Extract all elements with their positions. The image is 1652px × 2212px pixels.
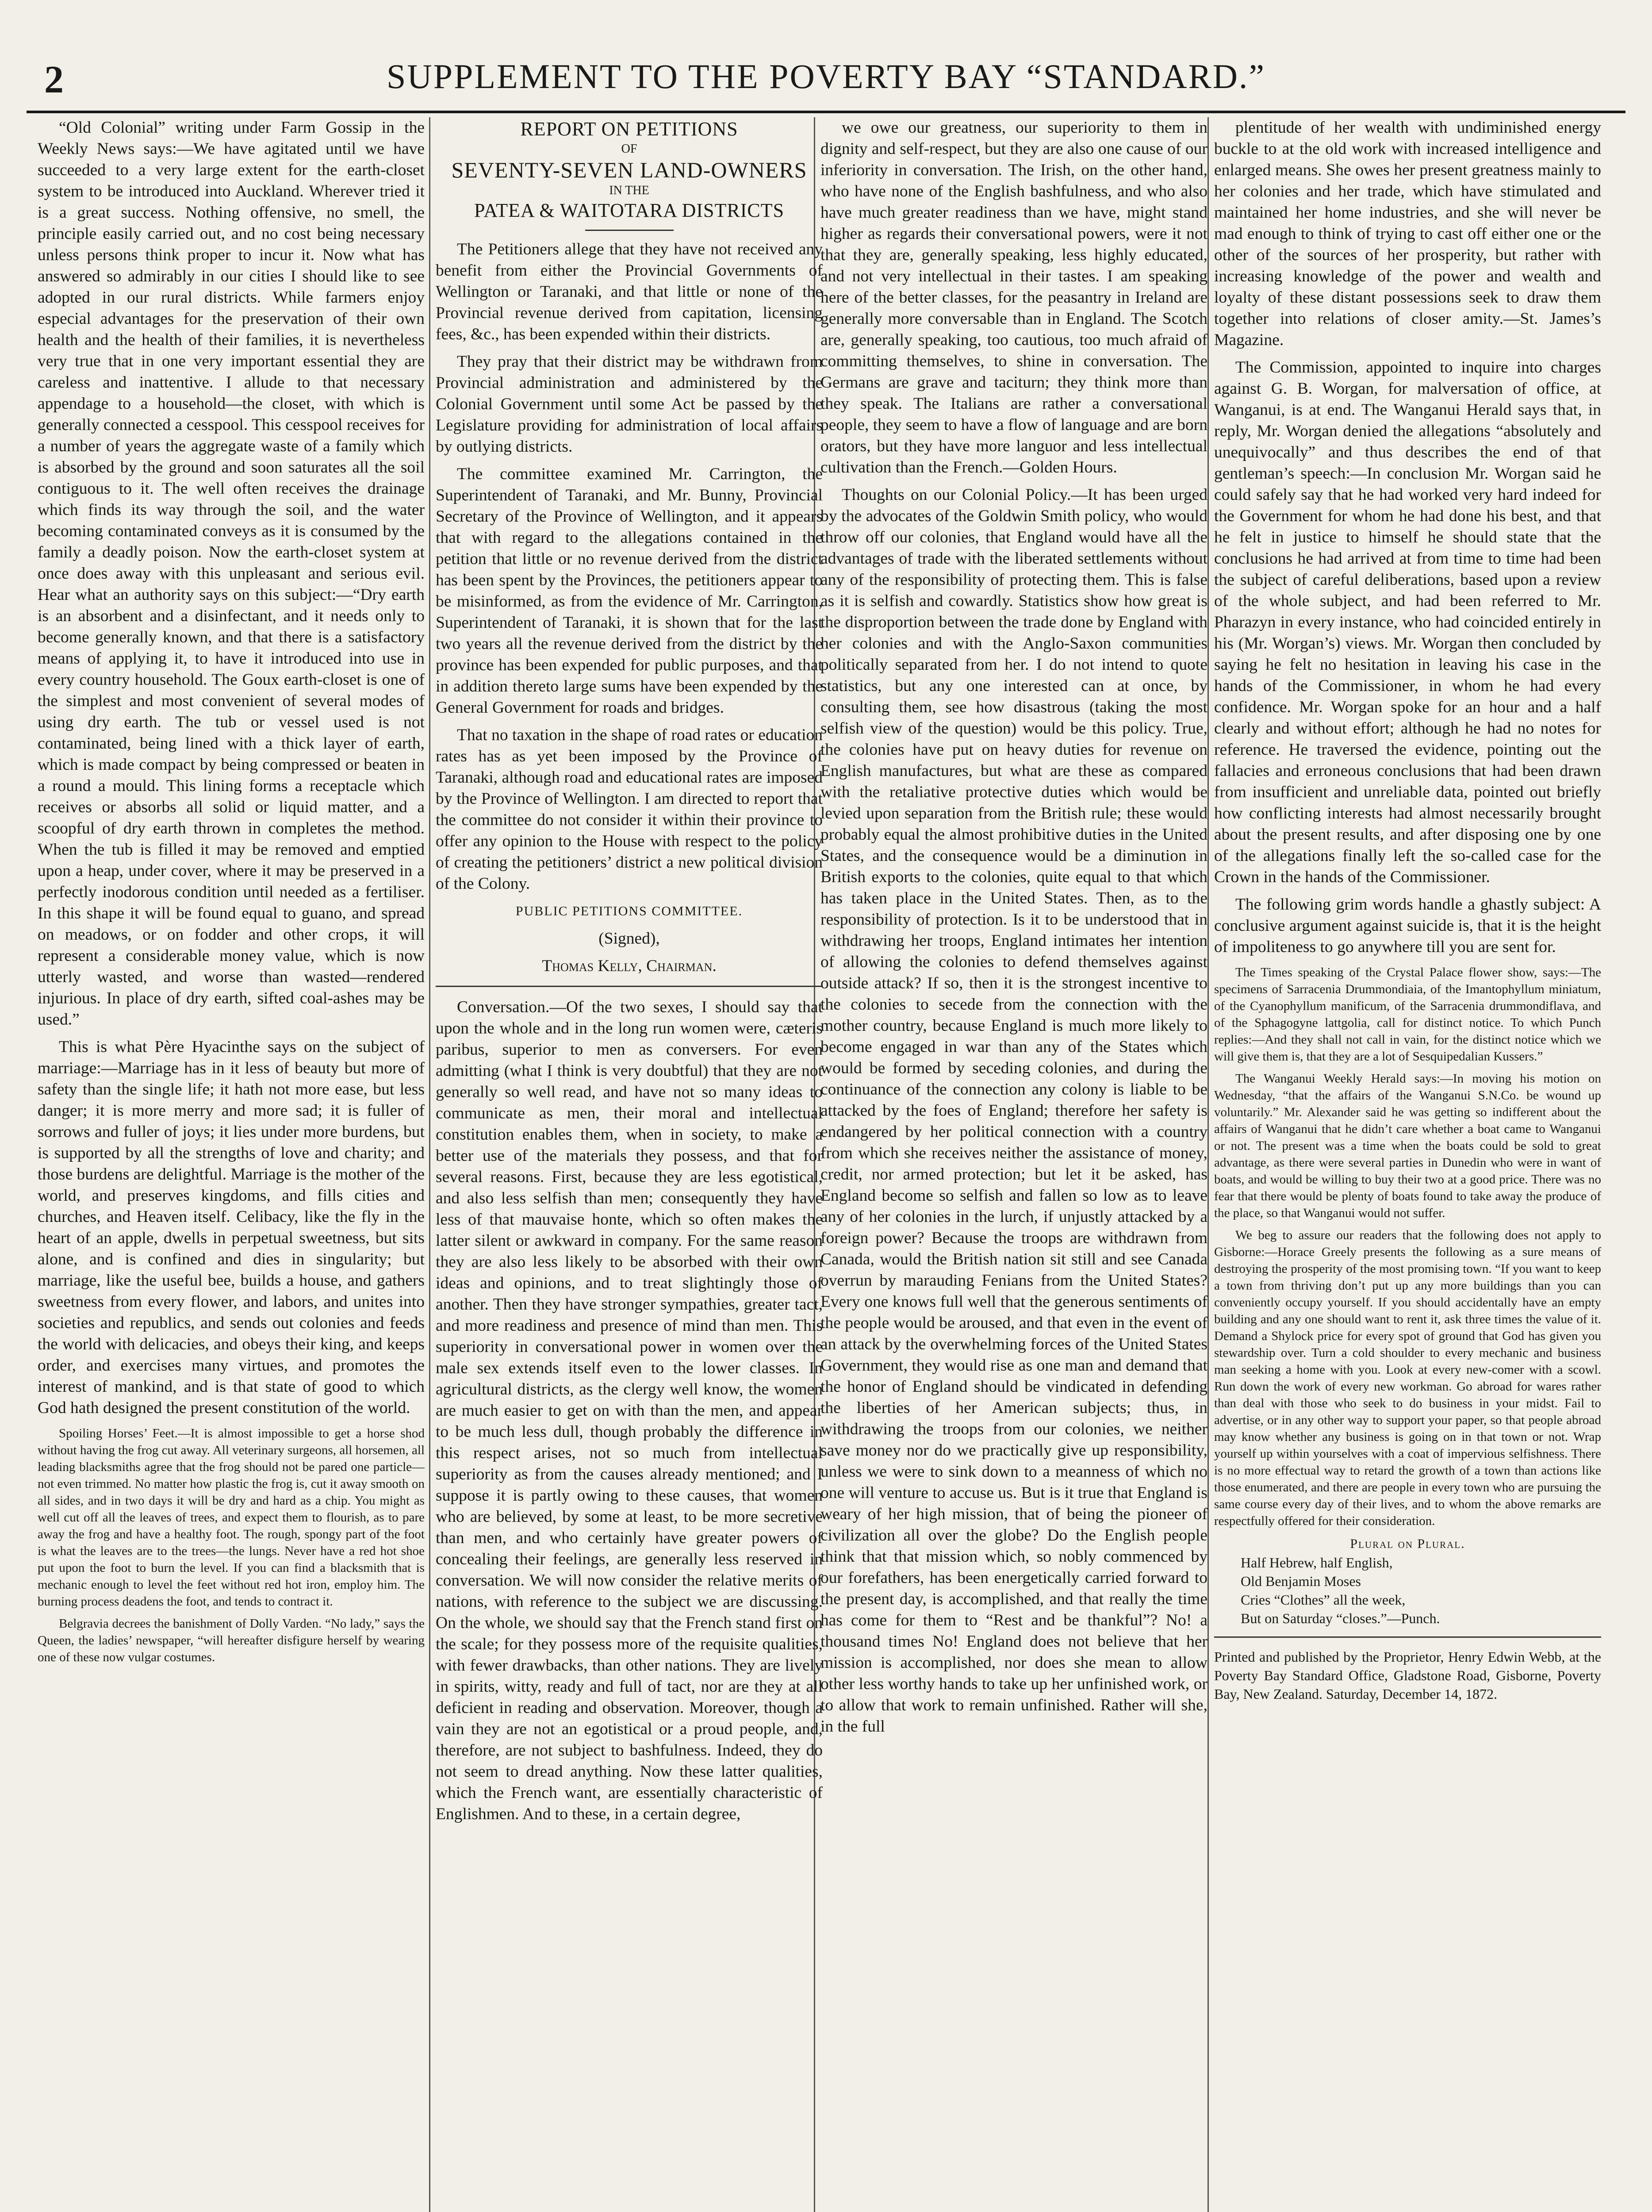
report-heading-line-3: SEVENTY-SEVEN LAND-OWNERS	[451, 157, 807, 182]
committee-name: PUBLIC PETITIONS COMMITTEE.	[515, 904, 743, 918]
report-paragraph: That no taxation in the shape of road rates or education rates has as yet been imposed by the Province of Taranaki, although road and educational rates are imposed by the Province of Wellington. I am directed to report that the committee do not consider it within their province to offer any opinion to the House with respect to the policy of creating the petitioners’ district a new political division of the Colony.	[436, 726, 823, 893]
article-greely: We beg to assure our readers that the following does not apply to Gisborne:—Horace Greely presents the following as a sure means of destroying the prosperity of the most promising town. “If you want to keep a town from thriving don’t put up any more buildings than you can conveniently occupy yourself. If you should accidentally have an empty building and any one should want to rent it, ask three times the value of it. Demand a Shylock price for every spot of ground that God has given you stewardship over. Turn a cold shoulder to every mechanic and business man seeking a home with you. Look at every new-comer with a scowl. Run down the work of every new workman. Go abroad for wares rather than deal with those who seek to do business in your midst. Fail to advertise, or in any other way to support your paper, so that people abroad may know whether any business is going on in that town or not. Wrap yourself up within yourselves with a coat of impervious selfishness. There is no more effectual way to retard the growth of a town than actions like those enumerated, and there are people in every town who are pursuing the same course every day of their lives, and to whom the above remarks are respectfully offered for their consideration.	[1214, 1228, 1601, 1528]
poem-line: Cries “Clothes” all the week,	[1241, 1592, 1406, 1608]
section-divider	[1214, 1636, 1601, 1638]
article-earth-closet: “Old Colonial” writing under Farm Gossip in the Weekly News says:—We have agitated until we have succeeded to a very large extent for the earth-closet system to be introduced into Auckland. Wherever tried it is a great success. Nothing offensive, no smell, the principle easily carried out, and no cost being necessary unless persons think proper to incur it. Now what has answered so admirably in our cities I should like to see adopted in our rural districts. While farmers enjoy especial advantages for the preservation of their own health and the health of their families, it is nevertheless very true that in one very important essential they are careless and inattentive. I allude to that necessary appendage to a household—the closet, with which is generally connected a cesspool. This cesspool receives for a number of years the aggregate waste of a family which is absorbed by the ground and soon saturates all the soil contiguous to it. The well often receives the drainage which finds its way through the soil, and the water becoming contaminated conveys as it is consumed by the family a deadly poison. Now the earth-closet system at once does away with this unpleasant and serious evil. Hear what an authority says on this subject:—“Dry earth is an absorbent and a disinfectant, and it needs only to become generally known, and that there is a satisfactory means of applying it, to have it introduced into use in every country household. The Goux earth-closet is one of the simplest and most convenient of several modes of using dry earth. The tub or vessel used is not contaminated, being lined with a thick layer of earth, which is made compact by being compressed or beaten in a round a mould. This lining forms a receptacle which receives or absorbs all solid or liquid matter, and a scoopful of dry earth thrown in completes the method. When the tub is filled it may be removed and emptied upon a heap, under cover, where it may be preserved in a perfectly inodorous condition until needed as a fertiliser. In this shape it will be found equal to guano, and spread on meadows, or on fodder and other crops, it will represent a considerable money value, which is now utterly wasted, and worse than wasted—rendered injurious. In place of dry earth, sifted coal-ashes may be used.”	[38, 119, 425, 1029]
article-marriage: This is what Père Hyacinthe says on the subject of marriage:—Marriage has in it less of beauty but more of safety than the single life; it hath not more ease, but less danger; it is more merry and more sad; it is fuller of sorrows and fuller of joys; it lies under more burdens, but is supported by all the strengths of love and charity; and those burdens are delightful. Marriage is the mother of the world, and preserves kingdoms, and fills cities and churches, and Heaven itself. Celibacy, like the fly in the heart of an apple, dwells in perpetual sweetness, but sits alone, and is confined and dies in singularity; but marriage, like the useful bee, builds a house, and gathers sweetness from every flower, and labors, and unites into societies and republics, and sends out colonies and feeds the world with delicacies, and obeys their king, and keeps order, and exercises many virtues, and promotes the interest of mankind, and is that state of good to which God hath designed the present constitution of the world.	[38, 1038, 425, 1417]
poem	[1241, 1535, 1601, 1628]
article-conversation-continued: we owe our greatness, our superiority to them in dignity and self-respect, but they are also one cause of our inferiority in conversation. The Irish, on the other hand, who have none of the English bashfulness, and who also have much greater readiness than we have, might stand higher as regards their conversational powers, were it not that they are, generally speaking, less highly educated, and not very intellectual in their tastes. I am speaking here of the better classes, for the peasantry in Ireland are generally more conversable than in England. The Scotch are, generally speaking, too cautious, too much afraid of committing themselves, to shine in conversation. The Germans are grave and taciturn; they think more than they speak. The Italians are rather a conversational people, they seem to have a flow of language and are born orators, but they have more languor and less intellectual cultivation than the French.—Golden Hours.	[820, 119, 1207, 476]
poem-line: Half Hebrew, half English,	[1241, 1555, 1393, 1571]
article-colonial-policy-continued: plentitude of her wealth with undiminished energy buckle to at the old work with increased intelligence and enlarged means. She owes her present greatness mainly to her colonies and her trade, which have stimulated and maintained her home industries, and she will never be mad enough to think of trying to cast off either one or the other of the sources of her prosperity, but rather with increasing knowledge of the power and wealth and loyalty of these distant possessions seek to draw them together into relations of closer amity.—St. James’s Magazine.	[1214, 119, 1601, 349]
imprint: Printed and published by the Proprietor, Henry Edwin Webb, at the Poverty Bay Standard Office, Gladstone Road, Gisborne, Poverty Bay, New Zealand. Saturday, December 14, 1872.	[1214, 1649, 1601, 1702]
article-conversation: Conversation.—Of the two sexes, I should say that upon the whole and in the long run women were, cæteris paribus, superior to men as conversers. For even admitting (what I think is very doubtful) that they are not generally so well read, and have not so many ideas to communicate as men, their moral and intellectual constitution enables them, when in society, to make a better use of the materials they possess, and that for several reasons. First, because they are less egotistical, and also less selfish than men; consequently they have less of that mauvaise honte, which so often makes the latter silent or awkward in company. For the same reason they are also less likely to be absorbed with their own ideas and opinions, and to treat slightingly those of another. Then they have stronger sympathies, greater tact, and more readiness and presence of mind than men. This superiority in conversational power in women over the male sex extends itself even to the lower classes. In agricultural districts, as the clergy well know, the women are much easier to get on with than the men, and appear to be much less dull, though probably the difference in this respect arises, not so much from intellectual superiority as from the causes already mentioned; and I suppose it is partly owing to these causes, that women who are believed, by some at least, to be more secretive than men, and who certainly have greater powers of concealing their feelings, are generally less reserved in conversation. We will now consider the relative merits of nations, with reference to the subject we are discussing. On the whole, we should say that the French stand first on the scale; for they possess more of the requisite qualities, with fewer drawbacks, than other nations. They are lively in spirits, witty, ready and full of tact, nor are they at all deficient in reading and observation. Moreover, though a vain they are not an egotistical or a proud people, and, therefore, are not subject to bashfulness. Indeed, they do not seem to dread anything. Now these latter qualities, which the French want, are essentially characteristic of Englishmen. And to these, in a certain degree,	[436, 998, 823, 1823]
article-colonial-policy: Thoughts on our Colonial Policy.—It has been urged by the advocates of the Goldwin Smith policy, who would throw off our colonies, that England would have all the advantages of trade with the liberated settlements without any of the responsibility of protecting them. This is false as it is selfish and cowardly. Statistics show how great is the disproportion between the trade done by England with her colonies and with the Anglo-Saxon communities politically separated from her. I do not intend to quote statistics, but any one interested can at once, by consulting them, see how disastrous (taking the most selfish view of the question) would be this policy. True, the colonies have put on heavy duties for revenue on English manufactures, but what are these as compared with the retaliative protective duties which would be levied upon separation from the British rule; these would probably equal the almost prohibitive duties in the United States, and the consequence would be a diminution in British exports to the colonies, quite equal to that which has taken place in the United States. Then, as to the responsibility of protection. Is it to be understood that in withdrawing her troops, England intimates her intention of allowing the colonies to defend themselves against outside attack? If so, then it is the strongest incentive to the colonies to secede from the connection with the mother country, because England is much more likely to become engaged in war than any of the States which would be formed by seceding colonies, and during the continuance of the connection any colony is liable to be attacked by the foes of England; therefore her safety is endangered by her political connection with a country from which she receives neither the assistance of money, credit, nor armed protection; but let it be asked, has England become so selfish and fallen so low as to leave any of her colonies in the lurch, if unjustly attacked by a foreign power? Because the troops are withdrawn from Canada, would the British nation sit still and see Canada overrun by marauding Fenians from the United States? Every one knows full well that the generous sentiments of the people would be aroused, and that even in the event of an attack by the overwhelming forces of the United States Government, they would rise as one man and demand that the honor of England should be vindicated in defending the liberties of her American subjects; thus, in withdrawing the troops from our colonies, we neither save money nor do we practically give up responsibility, unless we were to sink down to a meanness of which no one will venture to accuse us. But is it true that England is weary of her high mission, that of being the pioneer of civilization all over the globe? Do the English people think that that mission which, so nobly commenced by our forefathers, has been energetically carried forward to the present day, is accomplished, and that really the time has come for them to “Rest and be thankful”? No! a thousand times No! England does not believe that her mission is accomplished, nor does she mean to allow other less worthy hands to take up her unfinished work, or to allow that work to remain unfinished. Rather will she, in the full	[820, 486, 1207, 1736]
page-number: 2	[44, 58, 64, 101]
report-paragraph: The committee examined Mr. Carrington, the Superintendent of Taranaki, and Mr. Bunny, Provincial Secretary of the Province of Wellington, and it appears that with regard to the allegations contained in the petition that little or no revenue derived from the district has been spent by the Provinces, the petitioners appear to be misinformed, as from the evidence of Mr. Carrington, Superintendent of Taranaki, it is shown that for the last two years all the revenue derived from the district by the province has been expended for public purposes, and that in addition thereto large sums have been expended by the General Government for roads and bridges.	[436, 465, 823, 717]
column-divider	[429, 117, 430, 2212]
report-heading-line-2: OF	[621, 142, 637, 156]
article-suicide: The following grim words handle a ghastly subject: A conclusive argument against suicide is, that it is the height of impoliteness to go anywhere till you are sent for.	[1214, 895, 1601, 956]
article-crystal-palace: The Times speaking of the Crystal Palace flower show, says:—The specimens of Sarracenia Drummondiaia, of the Imantophyllum miniatum, of the Cyanophyllum manificum, of the Sarracenia drummondiflava, and of the Sphagogyne lattgolia, call for distinct notice. To which Punch replies:—And they shall not call in vain, for the distinct notice which we will give them is, that they are a lot of Sesquipedalian Kussers.”	[1214, 965, 1601, 1064]
section-divider	[436, 986, 823, 987]
report-paragraph: They pray that their district may be withdrawn from Provincial administration and administered by the Colonial Government until some Act be passed by the Legislature providing for administration of local affairs by outlying districts.	[436, 353, 823, 456]
column-1	[38, 117, 425, 2212]
column-2	[436, 117, 823, 2212]
report-heading-line-4: IN THE	[609, 184, 649, 197]
poem-line: Old Benjamin Moses	[1241, 1573, 1361, 1589]
page-title: SUPPLEMENT TO THE POVERTY BAY “STANDARD.”	[386, 57, 1266, 96]
report-heading	[436, 117, 823, 223]
article-worgan-commission: The Commission, appointed to inquire into charges against G. B. Worgan, for malversation of office, at Wanganui, is at end. The Wanganui Herald says that, in reply, Mr. Worgan denied the allegations “absolutely and unequivocally” and thus describes the end of that gentleman’s speech:—In conclusion Mr. Worgan said he could safely say that he had worked very hard indeed for the Government for whom he had done his best, and that he felt in justice to himself he should state that the conclusions he had arrived at from time to time had been the subject of careful deliberations, based upon a review of the whole subject, and had been referred to Mr. Pharazyn in every instance, who had coincided entirely in his (Mr. Worgan’s) views. Mr. Worgan then concluded by saying he felt no hesitation in leaving his case in the hands of the Commissioner, in whom he had every confidence. Mr. Worgan spoke for an hour and a half clearly and without effort; although he had no notes for reference. He traversed the evidence, pointing out the fallacies and erroneous conclusions that had been drawn from insufficient and unreliable data, pointed out briefly how conflicting interests had almost necessarily brought about the present results, and after disposing one by one of the allegations finally left the so-called case for the Crown in the hands of the Commissioner.	[1214, 358, 1601, 886]
column-3	[820, 117, 1207, 2212]
report-heading-line-1: REPORT ON PETITIONS	[520, 118, 738, 140]
poem-line: But on Saturday “closes.”—Punch.	[1241, 1610, 1440, 1626]
column-divider	[1207, 117, 1209, 2212]
signatory: Thomas Kelly, Chairman.	[542, 957, 717, 975]
report-heading-line-5: PATEA & WAITOTARA DISTRICTS	[474, 200, 785, 221]
article-spoiling-horses-feet: Spoiling Horses’ Feet.—It is almost impossible to get a horse shod without having the frog cut away. All veterinary surgeons, all horsemen, all leading blacksmiths agree that the frog should not be pared one particle—not even trimmed. No matter how plastic the frog is, cut it away smooth on all sides, and in two days it will be dry and hard as a chip. You might as well cut off all the leaves of trees, and expect them to flourish, as to pare away the frog and have a healthy foot. The rough, spongy part of the foot is what the leaves are to the trees—the lungs. Never have a red hot shoe put upon the foot to burn the level. If you can find a blacksmith that is mechanic enough to level the feet without red hot iron, employ him. The burning process deadens the foot, and tends to contract it.	[38, 1426, 425, 1609]
poem-title: Plural on Plural.	[1350, 1536, 1465, 1551]
page-header	[27, 53, 1625, 113]
heading-divider	[585, 230, 674, 231]
report-paragraph: The Petitioners allege that they have not received any benefit from either the Provincial Governments of Wellington or Taranaki, and that little or none of the Provincial revenue derived from capitation, licensing fees, &c., has been expended within their districts.	[436, 240, 823, 343]
article-wanganui-sn-co: The Wanganui Weekly Herald says:—In moving his motion on Wednesday, “that the affairs of the Wanganui S.N.Co. be wound up voluntarily.” Mr. Alexander said he was getting so indifferent about the affairs of Wanganui that he didn’t care whether a boat came to Wanganui or not. The present was a time when the boats could be sold to great advantage, as there were several parties in Dunedin who were in want of boats, and would be willing to buy their two at a good price. There was no fear that there would be plenty of boats found to take away the produce of the place, so that Wanganui would not suffer.	[1214, 1071, 1601, 1220]
column-4	[1214, 117, 1601, 2212]
signed-note: (Signed),	[598, 929, 660, 948]
article-dolly-varden: Belgravia decrees the banishment of Dolly Varden. “No lady,” says the Queen, the ladies’ newspaper, “will hereafter disfigure herself by wearing one of these now vulgar costumes.	[38, 1617, 425, 1664]
